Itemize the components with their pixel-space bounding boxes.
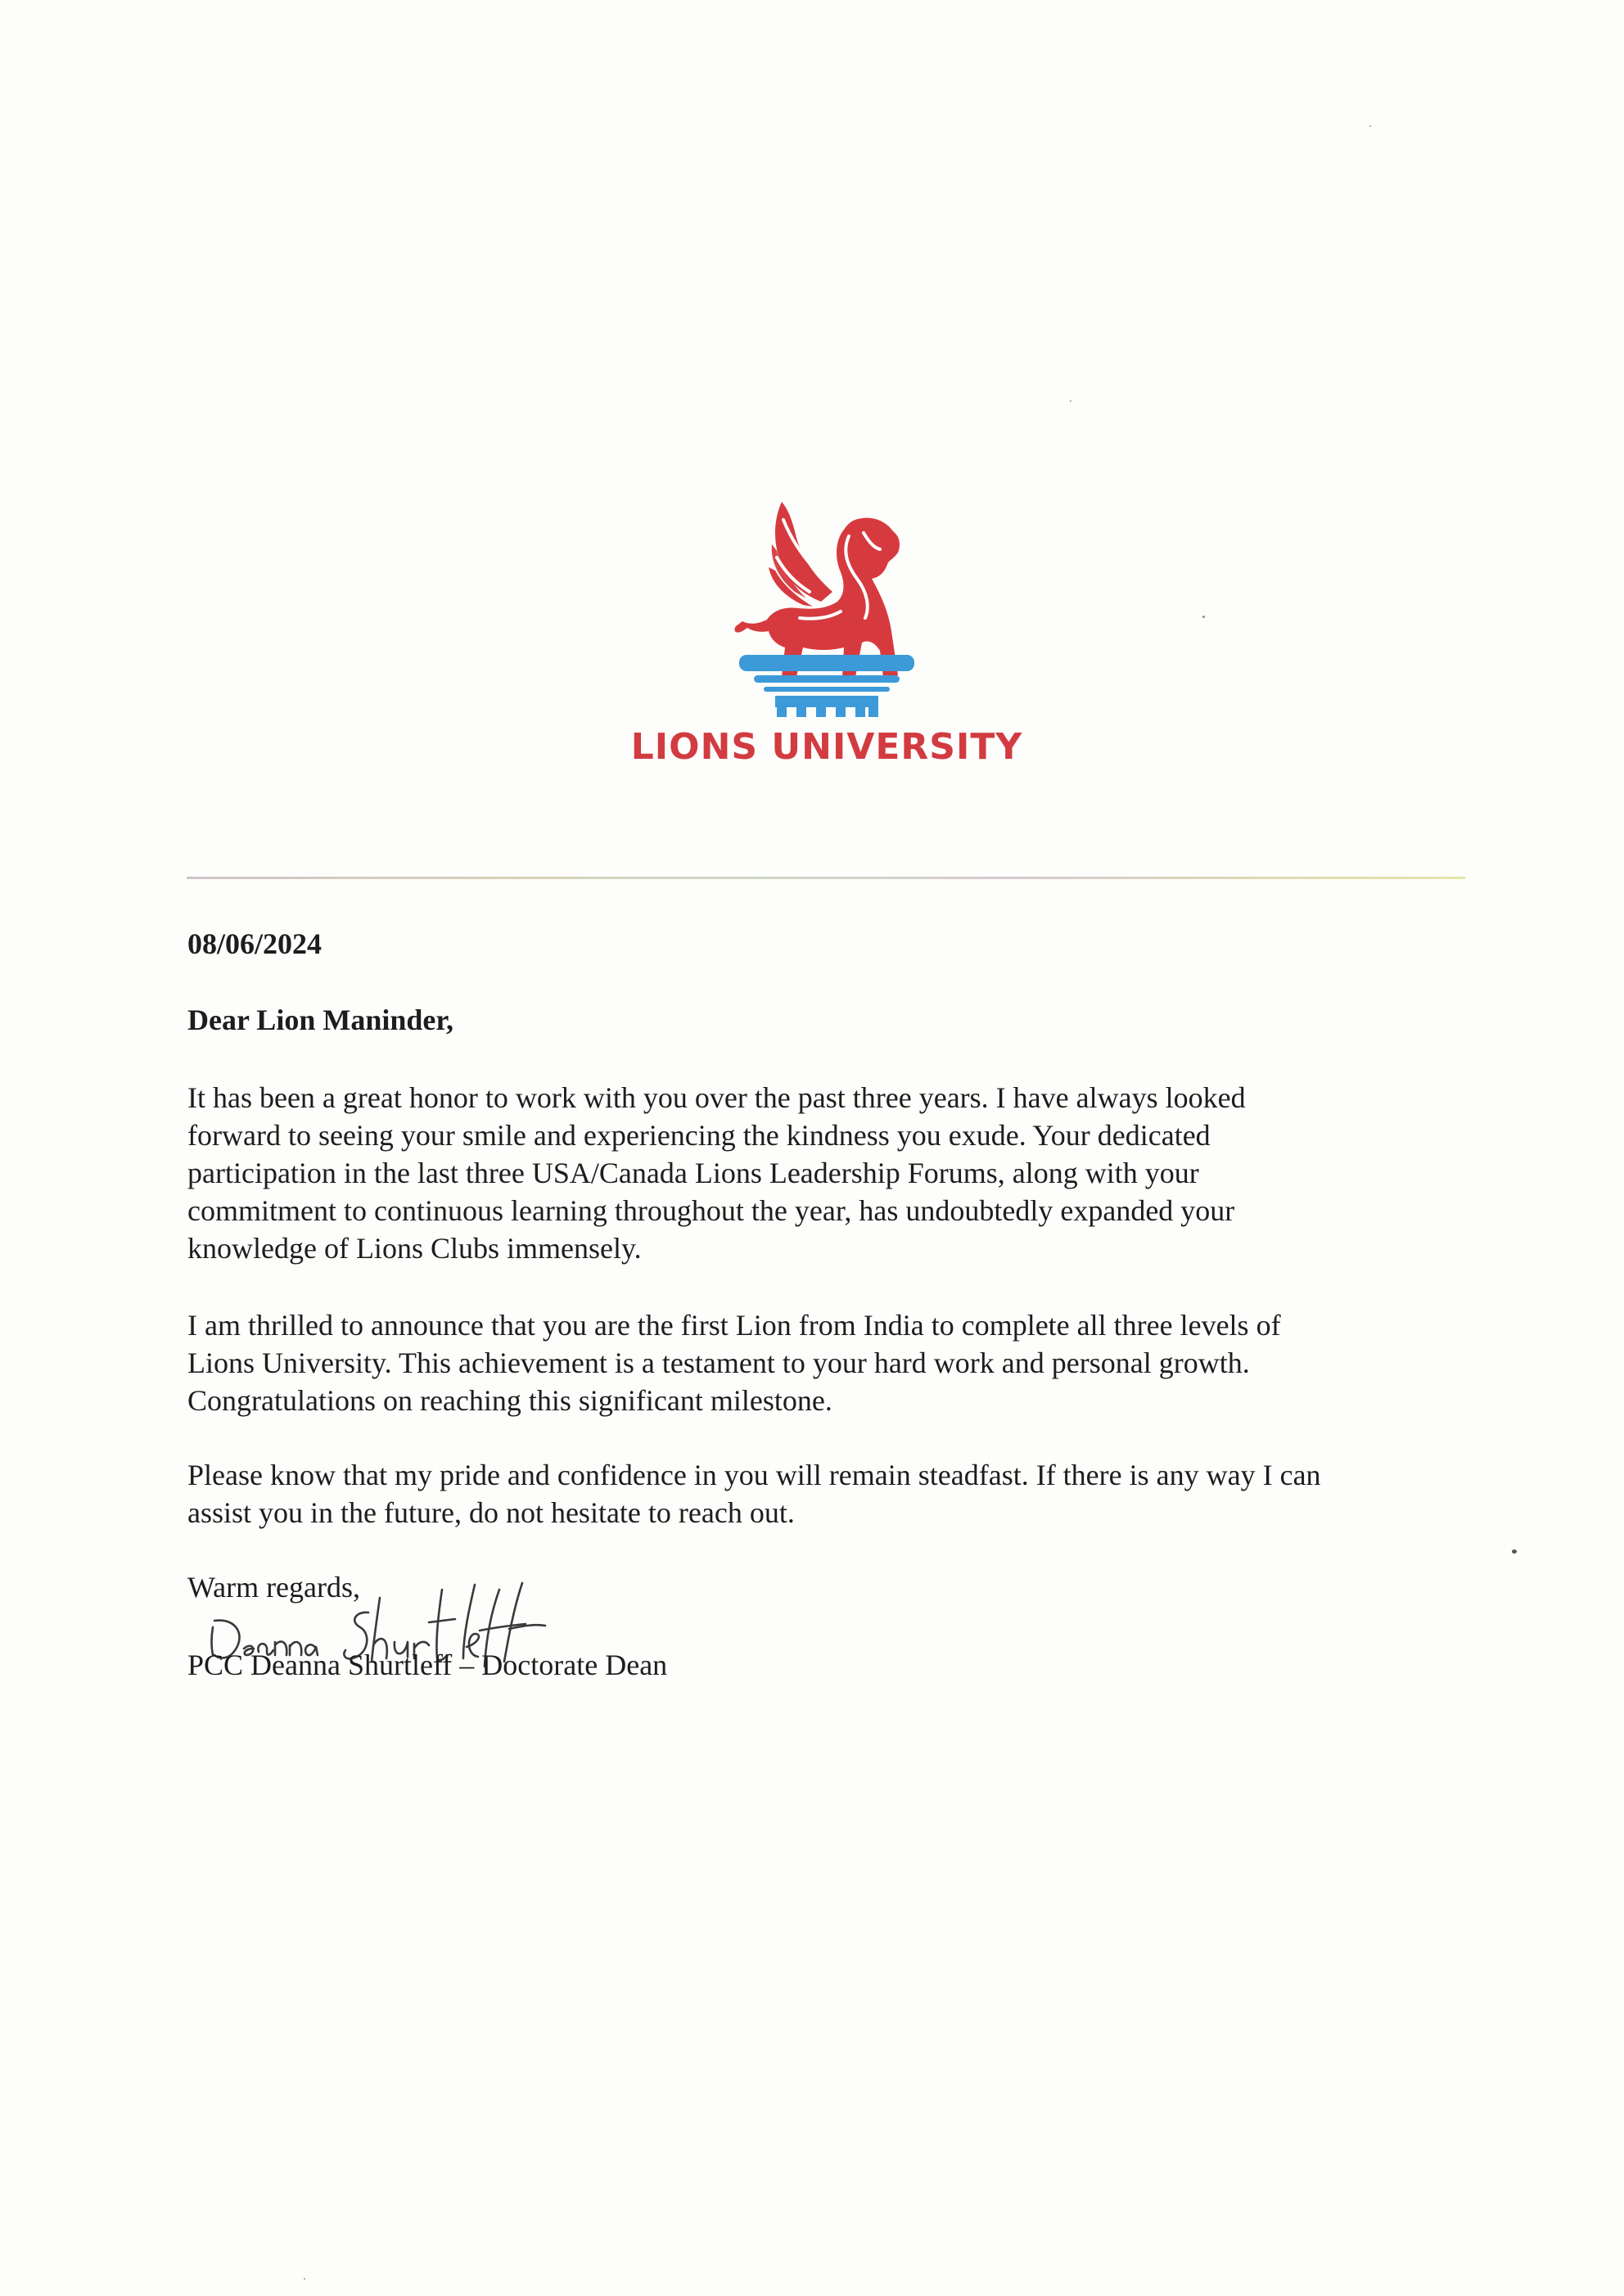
signer-name-title: PCC Deanna Shurtleff – Doctorate Dean xyxy=(187,1649,668,1681)
header-divider xyxy=(187,877,1465,879)
paragraph-line: knowledge of Lions Clubs immensely. xyxy=(187,1232,642,1265)
winged-lion-logo-icon xyxy=(724,487,929,720)
paragraph-line: assist you in the future, do not hesitate to reach out. xyxy=(187,1496,795,1529)
paragraph-line: I am thrilled to announce that you are the first Lion from India to complete all three levels of xyxy=(187,1309,1281,1342)
paragraph-line: Please know that my pride and confidence in you will remain steadfast. If there is any way I can xyxy=(187,1459,1321,1491)
closing: Warm regards, xyxy=(187,1571,361,1604)
salutation: Dear Lion Maninder, xyxy=(187,1004,454,1036)
scan-speck xyxy=(1070,400,1071,402)
letter-date: 08/06/2024 xyxy=(187,927,323,960)
paragraph-line: commitment to continuous learning throughout the year, has undoubtedly expanded your xyxy=(187,1194,1235,1227)
paragraph-line: forward to seeing your smile and experiencing the kindness you exude. Your dedicated xyxy=(187,1119,1211,1152)
scan-speck xyxy=(1369,125,1371,127)
paragraph-line: participation in the last three USA/Canada Lions Leadership Forums, along with your xyxy=(187,1157,1199,1189)
scan-speck xyxy=(304,2278,305,2280)
paragraph-line: It has been a great honor to work with you over the past three years. I have always looked xyxy=(187,1081,1246,1114)
body-paragraph-1 xyxy=(187,1079,1497,1267)
paragraph-line: Lions University. This achievement is a testament to your hard work and personal growth. xyxy=(187,1346,1250,1379)
organization-name: LIONS UNIVERSITY xyxy=(630,726,1023,768)
body-paragraph-3 xyxy=(187,1456,1497,1531)
body-paragraph-2 xyxy=(187,1306,1497,1419)
paragraph-line: Congratulations on reaching this significant milestone. xyxy=(187,1384,832,1417)
letterhead xyxy=(622,487,1031,768)
scan-speck xyxy=(1512,1549,1517,1554)
scan-speck xyxy=(1202,616,1205,618)
